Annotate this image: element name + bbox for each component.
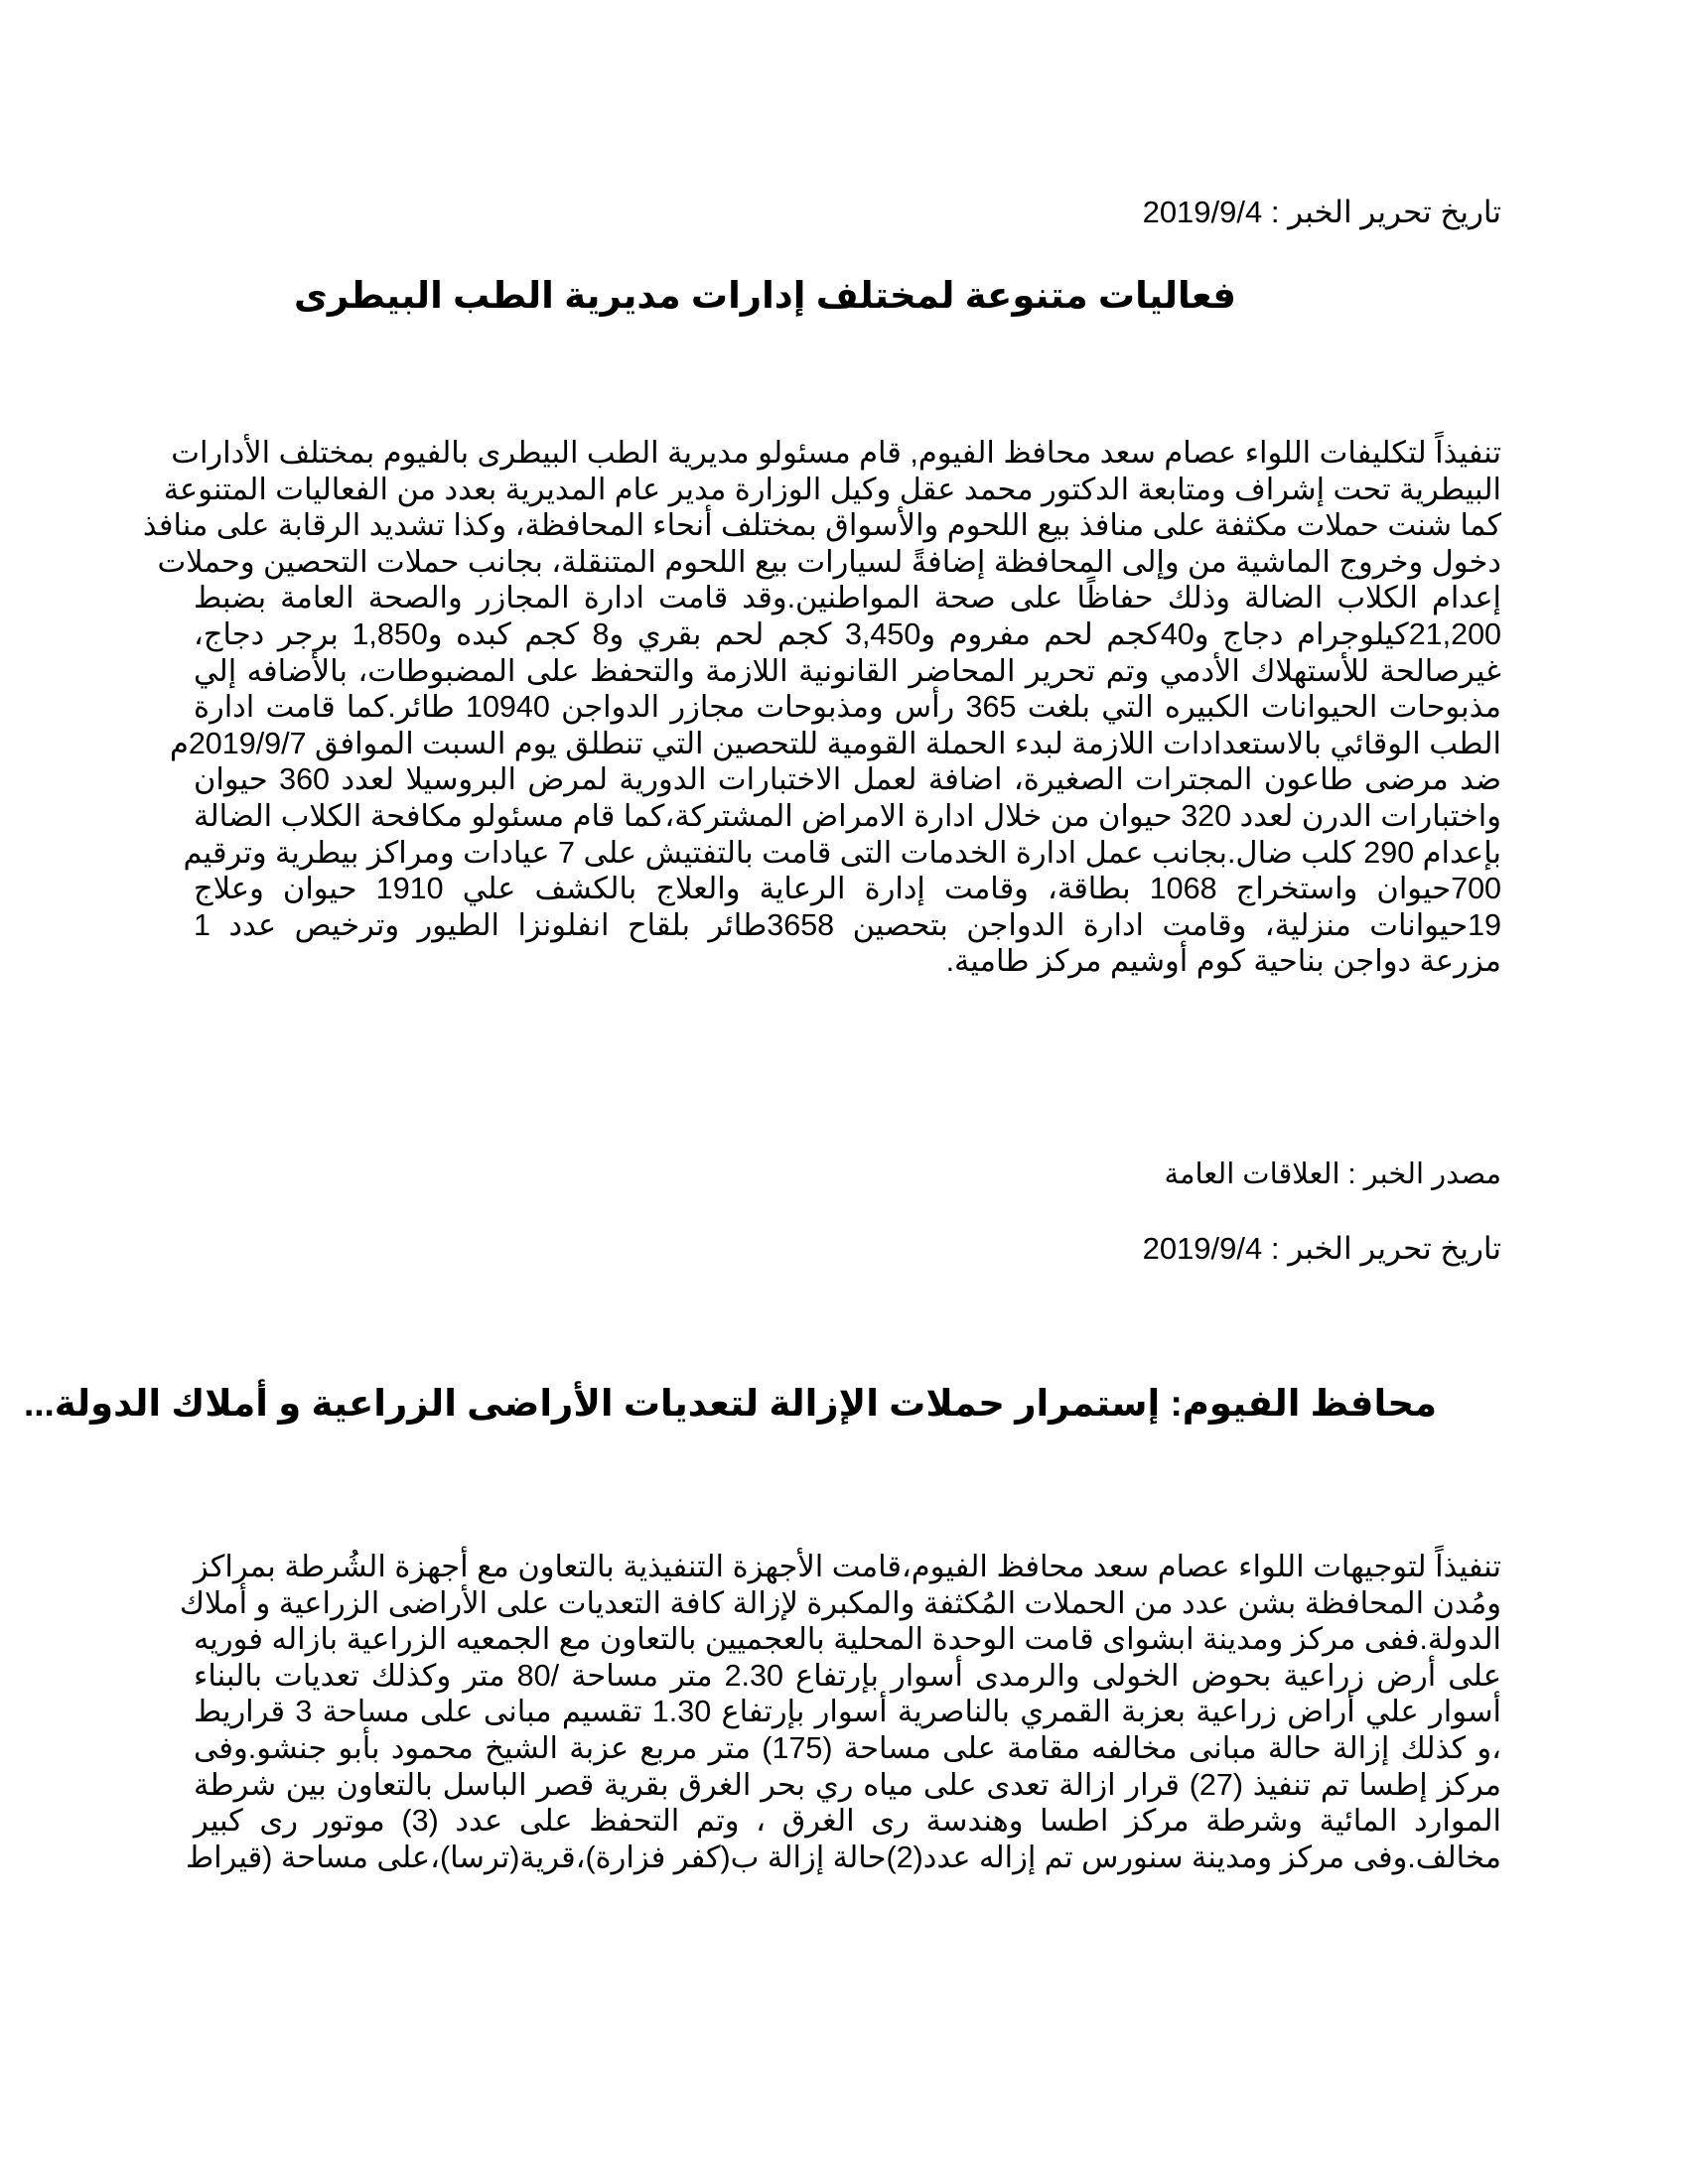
body-line: تنفيذاً لتوجيهات اللواء عصام سعد محافظ الفيوم،قامت الأجهزة التنفيذية بالتعاون مع أجهزة الشُرطة بمراكز: [194, 1550, 1501, 1583]
body-line: ومُدن المحافظة بشن عدد من الحملات المُكثفة والمكبرة لإزالة كافة التعديات على الأراضى الزراعية و أملاك: [179, 1585, 1501, 1620]
body-line: ضد مرضى طاعون المجترات الصغيرة، اضافة لعمل الاختبارات الدورية لمرض البروسيلا لعدد 360 حيوان: [194, 762, 1501, 797]
article1-title: فعاليات متنوعة لمختلف إدارات مديرية الطب البيطرى: [294, 275, 1236, 316]
body-line: الموارد المائية وشرطة مركز اطسا وهندسة رى الغرق ، وتم التحفظ على عدد (3) موتور رى كبير: [194, 1804, 1501, 1839]
body-line: مخالف.وفى مركز ومدينة سنورس تم إزاله عدد(2)حالة إزالة ب(كفر فزارة)،قرية(ترسا)،على مساحة (قيراط: [185, 1840, 1501, 1874]
body-line: 700حيوان واستخراج 1068 بطاقة، وقامت إدارة الرعاية والعلاج بالكشف علي 1910 حيوان وعلاج: [194, 872, 1502, 906]
article2-body: [179, 1549, 1501, 1875]
body-line: الدولة.ففى مركز ومدينة ابشواى قامت الوحدة المحلية بالعجميين بالتعاون مع الجمعيه الزراعية بازاله فوريه: [194, 1622, 1501, 1657]
body-line: دخول وخروج الماشية من وإلى المحافظة إضافةً لسيارات بيع اللحوم المتنقلة، بجانب حملات التحصين وحملات: [157, 544, 1501, 579]
article2-title: محافظ الفيوم: إستمرار حملات الإزالة لتعديات الأراضى الزراعية و أملاك الدولة...: [23, 1383, 1437, 1424]
body-line: أسوار علي أراض زراعية بعزبة القمري بالناصرية أسوار بإرتفاع 1.30 تقسيم مبانى على مساحة 3 قراريط: [194, 1695, 1501, 1729]
body-line: 21,200كيلوجرام دجاج و40كجم لحم مفروم و3,450 كجم لحم بقري و8 كجم كبده و1,850 برجر دجاج،: [194, 616, 1501, 651]
body-line: 19حيوانات منزلية، وقامت ادارة الدواجن بتحصين 3658طائر بلقاح انفلونزا الطيور وترخيص عدد 1: [194, 907, 1501, 942]
body-line: البيطرية تحت إشراف ومتابعة الدكتور محمد عقل وكيل الوزارة مدير عام المديرية بعدد من الفعاليات المتنوعة: [163, 472, 1501, 506]
article1-source-line: مصدر الخبر : العلاقات العامة: [1164, 1159, 1501, 1190]
article1-date-line: تاريخ تحرير الخبر : 2019/9/4: [1142, 195, 1501, 229]
body-line: بإعدام 290 كلب ضال.بجانب عمل ادارة الخدمات التى قامت بالتفتيش على 7 عيادات ومراكز بيطرية وترقيم: [183, 835, 1501, 870]
body-line: ،و كذلك إزالة حالة مبانى مخالفه مقامة على مساحة (175) متر مربع عزبة الشيخ محمود بأبو جنشو.وفى: [194, 1730, 1501, 1765]
body-line: واختبارات الدرن لعدد 320 حيوان من خلال ادارة الامراض المشتركة،كما قام مسئولو مكافحة الكلاب الضالة: [194, 798, 1501, 833]
body-line: كما شنت حملات مكثفة على منافذ بيع اللحوم والأسواق بمختلف أنحاء المحافظة، وكذا تشديد الرقابة على منافذ: [142, 508, 1501, 543]
body-line: مركز إطسا تم تنفيذ (27) قرار ازالة تعدى على مياه ري بحر الغرق بقرية قصر الباسل بالتعاون بين شرطة: [194, 1767, 1501, 1802]
article1-body: [142, 435, 1502, 980]
body-line: مذبوحات الحيوانات الكبيره التي بلغت 365 رأس ومذبوحات مجازر الدواجن 10940 طائر.كما قامت ادارة: [194, 690, 1502, 725]
body-line: تنفيذاً لتكليفات اللواء عصام سعد محافظ الفيوم, قام مسئولو مديرية الطب البيطرى بالفيوم بمختلف الأدارات: [171, 436, 1501, 470]
body-line: غيرصالحة للأستهلاك الأدمي وتم تحرير المحاضر القانونية اللازمة والتحفظ على المضبوطات، بالأضافه إلي: [194, 653, 1501, 688]
body-line: مزرعة دواجن بناحية كوم أوشيم مركز طامية.: [945, 944, 1501, 979]
body-line: على أرض زراعية بحوض الخولى والرمدى أسوار بإرتفاع 2.30 متر مساحة /80 متر وكذلك تعديات بالبناء: [194, 1658, 1501, 1693]
article2-date-line: تاريخ تحرير الخبر : 2019/9/4: [1142, 1231, 1501, 1266]
body-line: الطب الوقائي بالاستعدادات اللازمة لبدء الحملة القومية للتحصين التي تنطلق يوم السبت الموافق 2019/9/7م: [169, 726, 1501, 760]
body-line: إعدام الكلاب الضالة وذلك حفاظًا على صحة المواطنين.وقد قامت ادارة المجازر والصحة العامة بضبط: [194, 581, 1501, 615]
